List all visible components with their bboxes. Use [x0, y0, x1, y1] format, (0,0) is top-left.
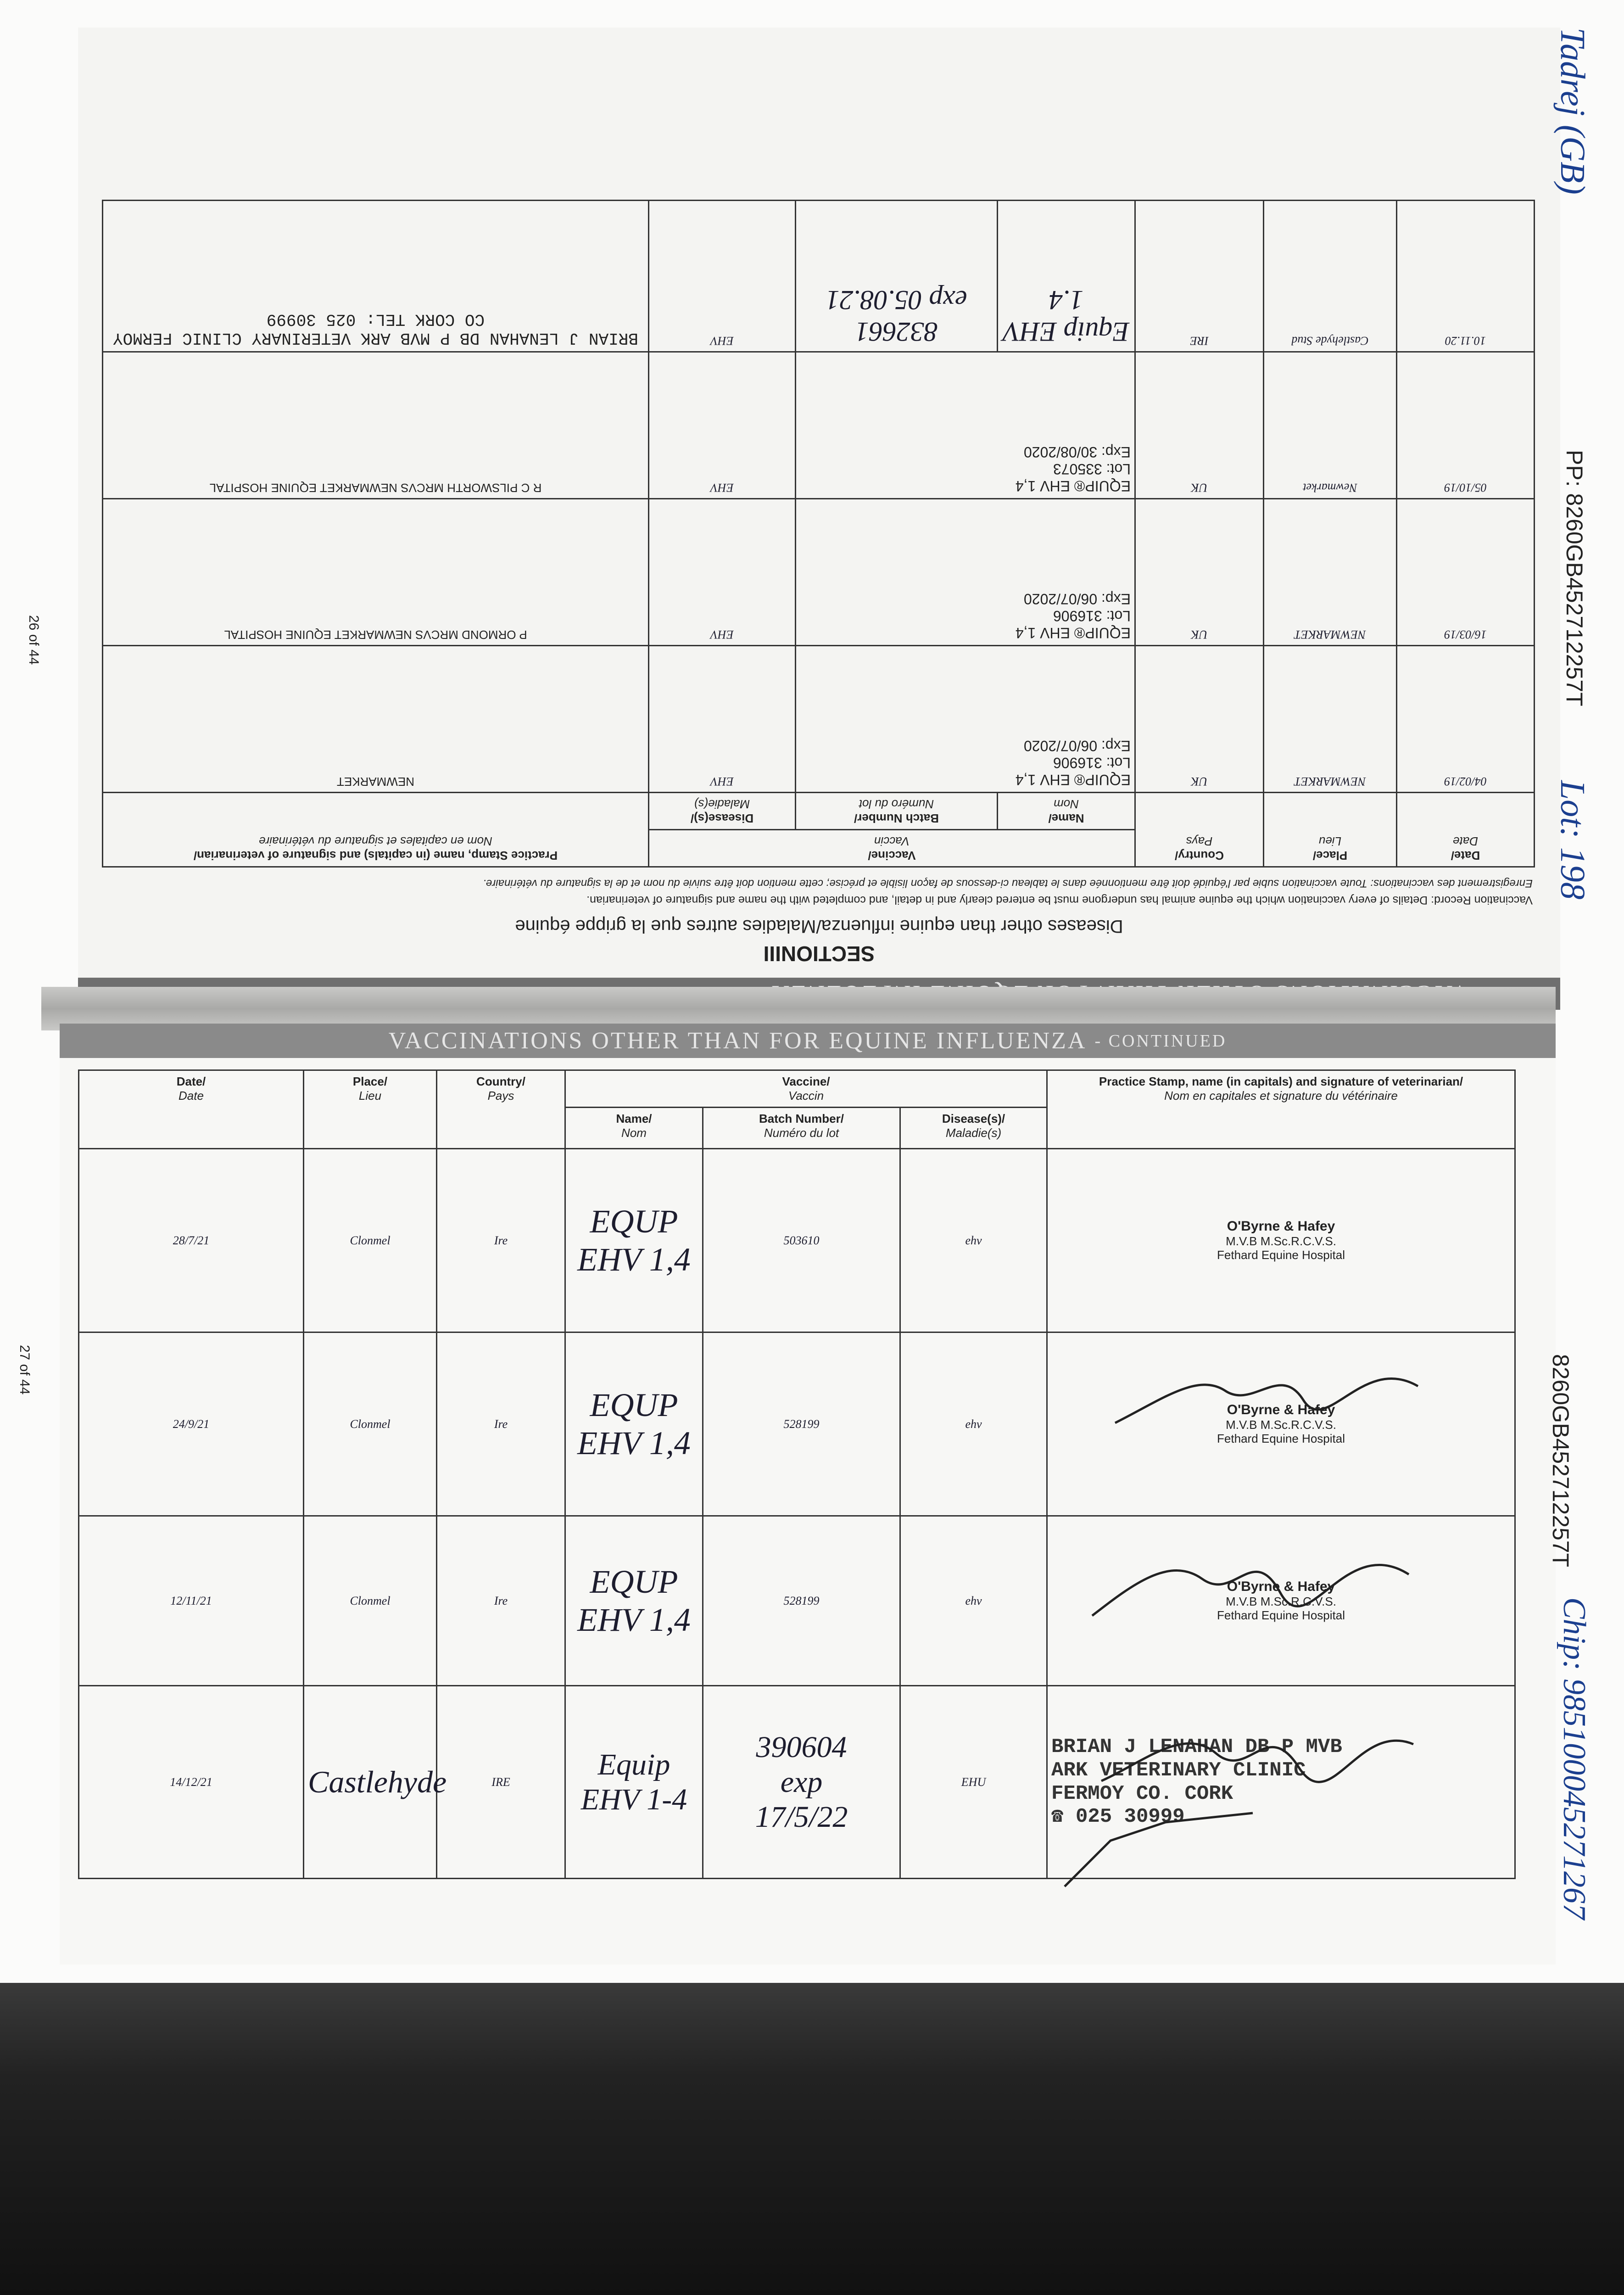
lower-row1-batch: 503610	[703, 1149, 900, 1332]
upper-row3-vaccine-label: EQUIP® EHV 1,4 Lot: 335073 Exp: 30/08/2020	[796, 352, 1135, 499]
upper-page-rotated	[78, 28, 1560, 1010]
lower-header-practice: Practice Stamp, name (in capitals) and signature of veterinarian/ Nom en capitales et signature du vétérinaire	[1047, 1070, 1515, 1149]
upper-table-row	[102, 646, 1534, 793]
upper-header-country: Country/ Pays	[1135, 793, 1264, 867]
lower-row1-disease: ehv	[900, 1149, 1047, 1332]
upper-row4-stamp: BRIAN J LENAHAN DB P MVB ARK VETERINARY CLINIC FERMOY CO CORK TEL: 025 30999	[102, 201, 648, 352]
upper-row2-disease: EHV	[648, 499, 795, 646]
upper-row1-vaccine-label: EQUIP® EHV 1,4 Lot: 316906 Exp: 06/07/2020	[796, 646, 1135, 793]
lower-band-suffix: - CONTINUED	[1094, 1031, 1227, 1051]
upper-row3-country: UK	[1135, 352, 1264, 499]
upper-header-place: Place/ Lieu	[1264, 793, 1397, 867]
upper-header-batch: Batch Number/ Numéro du lot	[796, 793, 998, 830]
lower-header-disease: Disease(s)/ Maladie(s)	[900, 1108, 1047, 1149]
lower-row3-disease: ehv	[900, 1516, 1047, 1686]
upper-row4-disease: EHV	[648, 201, 795, 352]
lower-row2-batch: 528199	[703, 1332, 900, 1516]
upper-row2-date: 16/03/19	[1397, 499, 1535, 646]
upper-row3-place: Newmarket	[1264, 352, 1397, 499]
upper-subtitle: Diseases other than equine influenza/Maladies autres que la grippe équine	[515, 916, 1123, 936]
lower-row2-vaccine-name: EQUP EHV 1,4	[565, 1332, 703, 1516]
upper-header-disease: Disease(s)/ Maladie(s)	[648, 793, 795, 830]
lower-row2-country: Ire	[437, 1332, 565, 1516]
upper-row4-vaccine-name: Equip EHV 1.4	[998, 201, 1135, 352]
lower-header-batch: Batch Number/ Numéro du lot	[703, 1108, 900, 1149]
phone-icon: ☎	[1051, 1805, 1064, 1829]
upper-row4-batch: 832661 exp 05.08.21	[796, 201, 998, 352]
upper-row2-place: NEWMARKET	[1264, 499, 1397, 646]
margin-passport-lower: 8260GB452712257T	[1548, 1354, 1574, 1567]
lower-row4-stamp: BRIAN J LENAHAN DB P MVB ARK VETERINARY CLINIC FERMOY CO. CORK ☎ 025 30999	[1047, 1686, 1515, 1879]
lower-header-date: Date/ Date	[79, 1070, 304, 1149]
lower-row4-signature	[1055, 1804, 1262, 1896]
lower-row3-batch: 528199	[703, 1516, 900, 1686]
lower-row4-batch: 390604 exp 17/5/22	[703, 1686, 900, 1879]
margin-lot: Lot: 198	[1553, 780, 1592, 900]
upper-vaccination-table	[102, 200, 1535, 868]
upper-page	[26, 28, 1560, 1010]
lower-page	[17, 1024, 1556, 1965]
lower-row2-disease: ehv	[900, 1332, 1047, 1516]
upper-row3-date: 05/10/19	[1397, 352, 1535, 499]
lower-row2-stamp: O'Byrne & Hafey M.V.B M.Sc.R.C.V.S. Fethard Equine Hospital	[1047, 1332, 1515, 1516]
lower-row3-country: Ire	[437, 1516, 565, 1686]
lower-row3-place: Clonmel	[304, 1516, 437, 1686]
upper-row2-vaccine-label: EQUIP® EHV 1,4 Lot: 316906 Exp: 06/07/2020	[796, 499, 1135, 646]
upper-row2-country: UK	[1135, 499, 1264, 646]
margin-horse-name: Tadrej (GB)	[1553, 28, 1592, 195]
upper-table-row	[102, 499, 1534, 646]
upper-row1-date: 04/02/19	[1397, 646, 1535, 793]
lower-row4-date: 14/12/21	[79, 1686, 304, 1879]
lower-row3-stamp: O'Byrne & Hafey M.V.B M.Sc.R.C.V.S. Fethard Equine Hospital	[1047, 1516, 1515, 1686]
margin-chip: Chip: 985100045271267	[1557, 1597, 1592, 1920]
lower-band-title-text: VACCINATIONS OTHER THAN FOR EQUINE INFLUENZA	[388, 1028, 1087, 1054]
upper-row4-place: Castlehyde Stud	[1264, 201, 1397, 352]
upper-header-practice: Practice Stamp, name (in capitals) and signature of veterinarian/ Nom en capitales et signature du vétérinaire	[102, 793, 648, 867]
upper-header-vaccine: Vaccine/ Vaccin	[648, 830, 1135, 867]
upper-row3-stamp: R C PILSWORTH MRCVS NEWMARKET EQUINE HOSPITAL	[102, 352, 648, 499]
lower-header-place: Place/ Lieu	[304, 1070, 437, 1149]
upper-record-en: Vaccination Record: Details of every vaccination which the equine animal has undergone must be entered clearly and in detail, and completed with the name and signature of veterinarian.	[586, 894, 1533, 907]
upper-row4-country: IRE	[1135, 201, 1264, 352]
lower-row2-signature	[1088, 1528, 1418, 1629]
lower-row3-signature	[1092, 1707, 1423, 1799]
lower-row1-signature	[1106, 1345, 1427, 1437]
lower-row1-date: 28/7/21	[79, 1149, 304, 1332]
upper-section-label: SECTIONIII	[763, 942, 875, 966]
lower-row2-date: 24/9/21	[79, 1332, 304, 1516]
lower-page-number: 27 of 44	[17, 1345, 32, 1395]
lower-header-vaccine: Vaccine/ Vaccin	[565, 1070, 1047, 1108]
lower-row4-vaccine-name: Equip EHV 1-4	[565, 1686, 703, 1879]
upper-row4-date: 10.11.20	[1397, 201, 1535, 352]
upper-row2-stamp: P ORMOND MRCVS NEWMARKET EQUINE HOSPITAL	[102, 499, 648, 646]
upper-row1-stamp: NEWMARKET	[102, 646, 648, 793]
upper-page-number: 26 of 44	[26, 615, 41, 665]
lower-header-country: Country/ Pays	[437, 1070, 565, 1149]
lower-row1-vaccine-name: EQUP EHV 1,4	[565, 1149, 703, 1332]
upper-row1-country: UK	[1135, 646, 1264, 793]
upper-header-date: Date/ Date	[1397, 793, 1535, 867]
margin-passport: PP: 8260GB452712257T	[1562, 450, 1587, 706]
lower-row4-place: Castlehyde	[304, 1686, 437, 1879]
lower-row4-country: IRE	[437, 1686, 565, 1879]
upper-table-row	[102, 201, 1534, 352]
upper-row3-disease: EHV	[648, 352, 795, 499]
upper-row1-place: NEWMARKET	[1264, 646, 1397, 793]
lower-row4-disease: EHU	[900, 1686, 1047, 1879]
lower-row1-place: Clonmel	[304, 1149, 437, 1332]
upper-table-row	[102, 352, 1534, 499]
lower-row1-country: Ire	[437, 1149, 565, 1332]
lower-row3-vaccine-name: EQUP EHV 1,4	[565, 1516, 703, 1686]
upper-header-name: Name/ Nom	[998, 793, 1135, 830]
upper-record-fr: Enregistrement des vaccinations: Toute vaccination subie par l'équidé doit être mentionnée dans le tableau ci-dessous de façon lisible et précise; cette mention doit être suivie du nom et de la signature du vétérinaire.	[483, 877, 1533, 890]
lower-row1-stamp: O'Byrne & Hafey M.V.B M.Sc.R.C.V.S. Fethard Equine Hospital	[1047, 1149, 1515, 1332]
upper-row1-disease: EHV	[648, 646, 795, 793]
lower-table-row	[79, 1149, 1515, 1332]
scanner-edge	[0, 1983, 1624, 2295]
lower-row3-date: 12/11/21	[79, 1516, 304, 1686]
lower-band-title	[60, 1024, 1556, 1058]
lower-row2-place: Clonmel	[304, 1332, 437, 1516]
lower-header-name: Name/ Nom	[565, 1108, 703, 1149]
